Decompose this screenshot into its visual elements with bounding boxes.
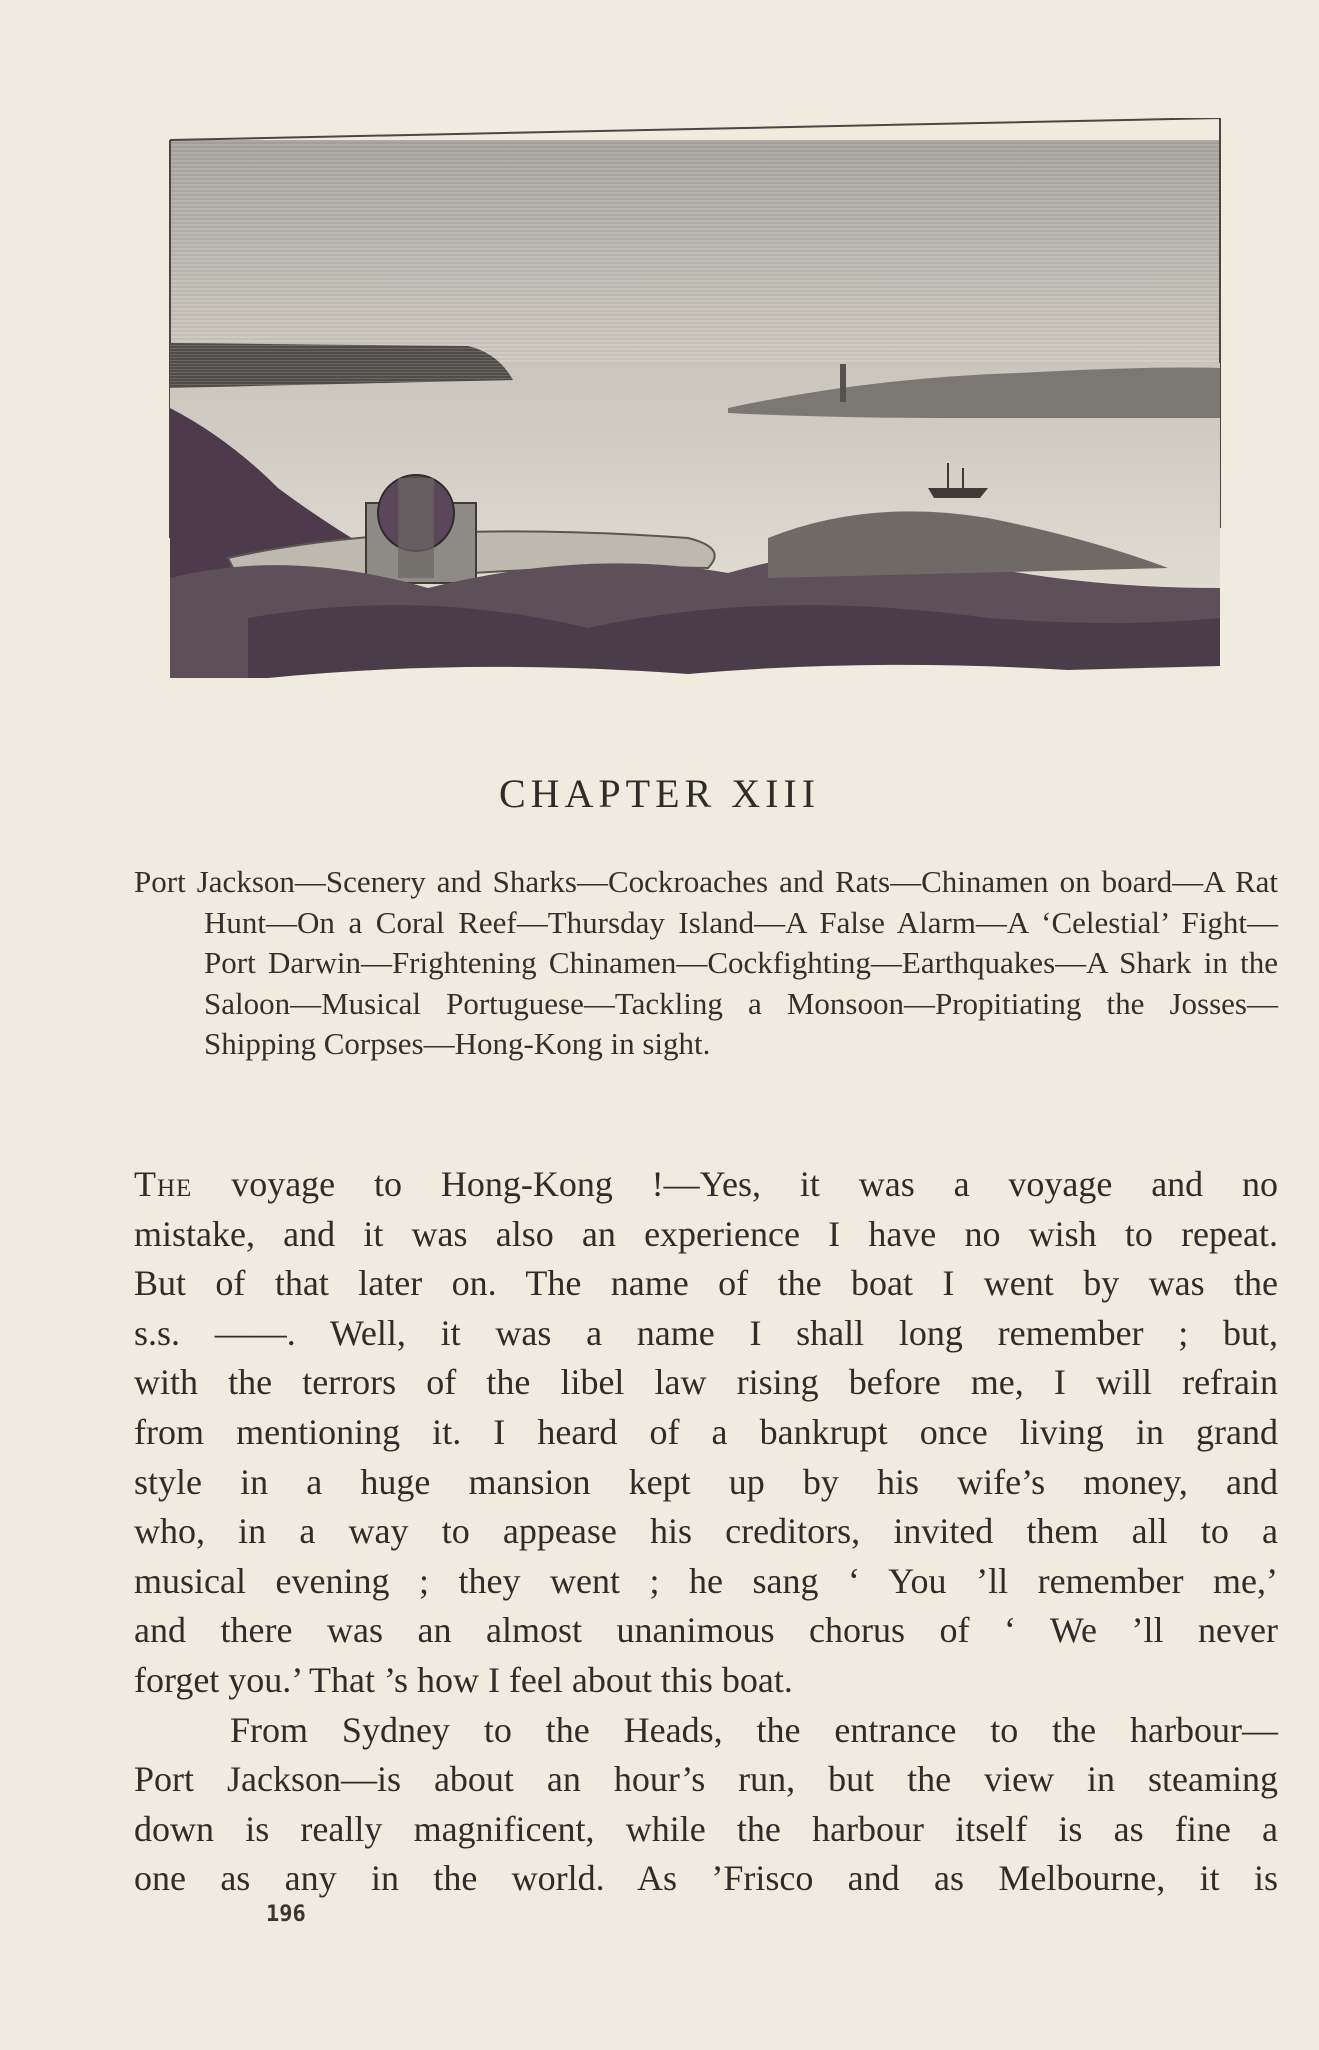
- paragraph-1-line-1: [134, 1160, 1278, 1210]
- paragraph-1-line-8: who, in a way to appease his creditors, invited them all to a: [134, 1511, 1278, 1552]
- paragraph-1-line-2: mistake, and it was also an experience I have no wish to repeat.: [134, 1213, 1278, 1254]
- harbour-engraving-image: [168, 118, 1223, 700]
- paragraph-2: [134, 1706, 1278, 1904]
- paragraph-1-last-line: forget you.’ That ’s how I feel about this boat.: [134, 1659, 793, 1700]
- paragraph-1-line-10: and there was an almost unanimous chorus of ‘ We ’ll never: [134, 1610, 1278, 1651]
- paragraph-1: [134, 1160, 1278, 1706]
- paragraph-1-line-9: musical evening ; they went ; he sang ‘ You ’ll remember me,’: [134, 1560, 1278, 1601]
- paragraph-1-line-6: from mentioning it. I heard of a bankrupt once living in grand: [134, 1411, 1278, 1452]
- harbour-illustration: [168, 118, 1223, 700]
- chapter-title: CHAPTER XIII: [498, 771, 821, 816]
- page-number: 196: [266, 1902, 306, 1927]
- chapter-synopsis: Port Jackson—Scenery and Sharks—Cockroaches and Rats—Chinamen on board—A Rat Hunt—On a Coral Reef—Thursday Island—A False Alarm—A ‘Celestial’ Fight—Port Darwin—Frightening Chinamen—Cockfighting—Earthquakes—A Shark in the Saloon—Musical Portuguese—Tackling a Monsoon—Propitiating the Josses—Shipping Corpses—Hong-Kong in sight.: [134, 864, 1278, 1062]
- dropcap-word: The: [134, 1164, 193, 1204]
- line-text: voyage to Hong-Kong !—Yes, it was a voyage and no: [231, 1164, 1279, 1204]
- paragraph-1-line-4: s.s. ——. Well, it was a name I shall long remember ; but,: [134, 1312, 1278, 1353]
- paragraph-2-line-2: Port Jackson—is about an hour’s run, but the view in steaming: [134, 1759, 1278, 1800]
- paragraph-2-line-3: down is really magnificent, while the harbour itself is as fine a: [134, 1808, 1278, 1849]
- paragraph-1-line-5: with the terrors of the libel law rising before me, I will refrain: [134, 1362, 1278, 1403]
- paragraph-2-line-1: From Sydney to the Heads, the entrance to the harbour—: [230, 1709, 1278, 1750]
- paragraph-2-line-4: one as any in the world. As ’Frisco and as Melbourne, it is: [134, 1858, 1278, 1899]
- body-text: [134, 1160, 1278, 1904]
- paragraph-1-line-3: But of that later on. The name of the boat I went by was the: [134, 1263, 1278, 1304]
- paragraph-1-line-7: style in a huge mansion kept up by his wife’s money, and: [134, 1461, 1278, 1502]
